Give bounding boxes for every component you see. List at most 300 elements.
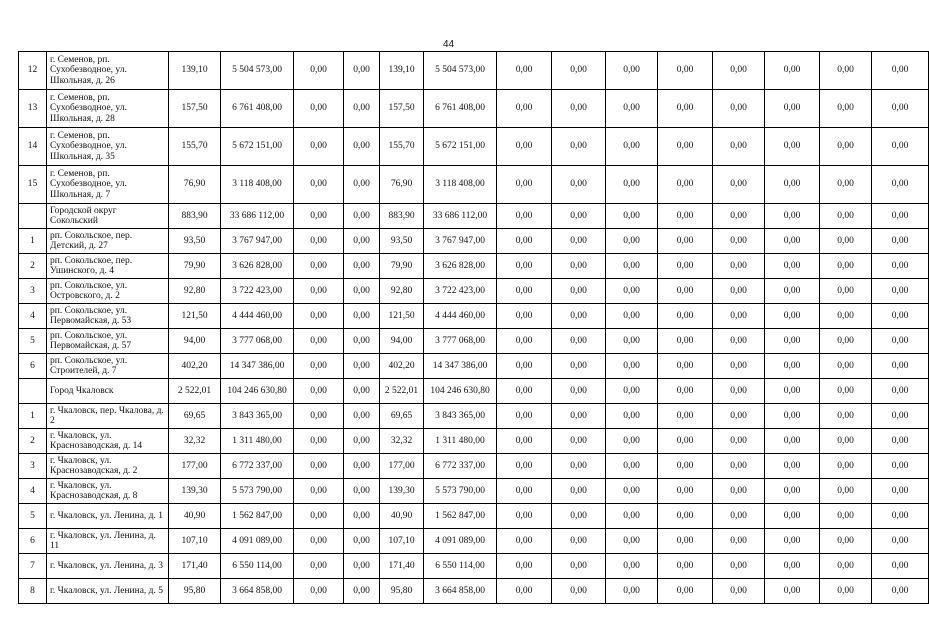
cell-area: 92,80 <box>169 279 221 304</box>
cell-area2: 139,10 <box>380 52 424 90</box>
cell-addr: г. Семенов, рп. Сухобезводное, ул. Школьная, д. 7 <box>47 166 169 204</box>
cell-v1: 0,00 <box>294 304 344 329</box>
cell-z8: 0,00 <box>872 254 929 279</box>
cell-cost: 3 626 828,00 <box>221 254 294 279</box>
cell-z6: 0,00 <box>765 554 820 579</box>
cell-v1: 0,00 <box>294 204 344 229</box>
cell-area2: 92,80 <box>380 279 424 304</box>
cell-z4: 0,00 <box>658 479 713 504</box>
cell-z3: 0,00 <box>606 454 658 479</box>
cell-cost2: 3 767 947,00 <box>424 229 497 254</box>
cell-z3: 0,00 <box>606 504 658 529</box>
cell-z2: 0,00 <box>552 554 606 579</box>
cell-v1: 0,00 <box>294 128 344 166</box>
cell-idx: 6 <box>19 354 47 379</box>
cell-addr: рп. Сокольское, пер. Детский, д. 27 <box>47 229 169 254</box>
cell-cost2: 3 118 408,00 <box>424 166 497 204</box>
cell-z7: 0,00 <box>820 504 872 529</box>
cell-cost2: 104 246 630,80 <box>424 379 497 404</box>
cell-z2: 0,00 <box>552 404 606 429</box>
cell-idx <box>19 204 47 229</box>
cell-area2: 69,65 <box>380 404 424 429</box>
cell-z7: 0,00 <box>820 354 872 379</box>
cell-z2: 0,00 <box>552 229 606 254</box>
cell-z4: 0,00 <box>658 229 713 254</box>
cell-z3: 0,00 <box>606 529 658 554</box>
cell-idx: 5 <box>19 504 47 529</box>
cell-z6: 0,00 <box>765 279 820 304</box>
cell-area2: 79,90 <box>380 254 424 279</box>
cell-v2: 0,00 <box>344 554 380 579</box>
cell-z4: 0,00 <box>658 429 713 454</box>
cell-addr: г. Чкаловск, ул. Ленина, д. 1 <box>47 504 169 529</box>
cell-v1: 0,00 <box>294 329 344 354</box>
table-row <box>19 204 929 229</box>
cell-z8: 0,00 <box>872 279 929 304</box>
cell-z6: 0,00 <box>765 254 820 279</box>
cell-addr: г. Чкаловск, ул. Краснозаводская, д. 8 <box>47 479 169 504</box>
cell-z1: 0,00 <box>497 90 552 128</box>
cell-z3: 0,00 <box>606 479 658 504</box>
cell-cost2: 3 722 423,00 <box>424 279 497 304</box>
cell-area: 95,80 <box>169 579 221 604</box>
cell-v1: 0,00 <box>294 254 344 279</box>
cell-z8: 0,00 <box>872 379 929 404</box>
cell-idx: 4 <box>19 304 47 329</box>
cell-z1: 0,00 <box>497 204 552 229</box>
cell-cost: 6 550 114,00 <box>221 554 294 579</box>
cell-idx: 15 <box>19 166 47 204</box>
cell-idx: 6 <box>19 529 47 554</box>
cell-z1: 0,00 <box>497 52 552 90</box>
cell-z1: 0,00 <box>497 229 552 254</box>
cell-z2: 0,00 <box>552 454 606 479</box>
cell-z8: 0,00 <box>872 404 929 429</box>
cell-area: 139,30 <box>169 479 221 504</box>
cell-area: 79,90 <box>169 254 221 279</box>
cell-z7: 0,00 <box>820 90 872 128</box>
cell-z8: 0,00 <box>872 504 929 529</box>
table-row <box>19 454 929 479</box>
cell-cost: 1 562 847,00 <box>221 504 294 529</box>
cell-v1: 0,00 <box>294 554 344 579</box>
cell-z5: 0,00 <box>713 379 765 404</box>
cell-area2: 107,10 <box>380 529 424 554</box>
cell-area2: 171,40 <box>380 554 424 579</box>
cell-z7: 0,00 <box>820 579 872 604</box>
cell-v2: 0,00 <box>344 529 380 554</box>
cell-z8: 0,00 <box>872 229 929 254</box>
cell-z8: 0,00 <box>872 354 929 379</box>
cell-z5: 0,00 <box>713 90 765 128</box>
table-row <box>19 166 929 204</box>
cell-cost: 3 664 858,00 <box>221 579 294 604</box>
cell-z3: 0,00 <box>606 329 658 354</box>
cell-z6: 0,00 <box>765 404 820 429</box>
cell-z5: 0,00 <box>713 329 765 354</box>
cell-z7: 0,00 <box>820 429 872 454</box>
cell-z2: 0,00 <box>552 279 606 304</box>
cell-area: 94,00 <box>169 329 221 354</box>
cell-cost2: 6 550 114,00 <box>424 554 497 579</box>
cell-area2: 95,80 <box>380 579 424 604</box>
cell-z1: 0,00 <box>497 579 552 604</box>
cell-cost2: 6 761 408,00 <box>424 90 497 128</box>
cell-z1: 0,00 <box>497 429 552 454</box>
cell-area: 177,00 <box>169 454 221 479</box>
cell-z8: 0,00 <box>872 166 929 204</box>
cell-z2: 0,00 <box>552 529 606 554</box>
cell-area: 157,50 <box>169 90 221 128</box>
cell-addr: г. Чкаловск, пер. Чкалова, д. 2 <box>47 404 169 429</box>
cell-area2: 155,70 <box>380 128 424 166</box>
table-row <box>19 404 929 429</box>
cell-addr: г. Чкаловск, ул. Ленина, д. 3 <box>47 554 169 579</box>
cell-cost: 3 118 408,00 <box>221 166 294 204</box>
cell-area: 69,65 <box>169 404 221 429</box>
cell-z1: 0,00 <box>497 379 552 404</box>
cell-z6: 0,00 <box>765 304 820 329</box>
cell-z4: 0,00 <box>658 354 713 379</box>
cell-z5: 0,00 <box>713 429 765 454</box>
cell-cost2: 3 777 068,00 <box>424 329 497 354</box>
cell-idx: 5 <box>19 329 47 354</box>
cell-z5: 0,00 <box>713 454 765 479</box>
cell-z6: 0,00 <box>765 52 820 90</box>
cell-z2: 0,00 <box>552 254 606 279</box>
cell-cost: 6 761 408,00 <box>221 90 294 128</box>
cell-z3: 0,00 <box>606 229 658 254</box>
cell-addr: г. Чкаловск, ул. Ленина, д. 11 <box>47 529 169 554</box>
housing-cost-table <box>18 51 929 604</box>
table-row <box>19 128 929 166</box>
cell-z1: 0,00 <box>497 504 552 529</box>
cell-area: 32,32 <box>169 429 221 454</box>
cell-area: 402,20 <box>169 354 221 379</box>
cell-area2: 883,90 <box>380 204 424 229</box>
cell-z4: 0,00 <box>658 529 713 554</box>
cell-addr: рп. Сокольское, ул. Островского, д. 2 <box>47 279 169 304</box>
cell-z8: 0,00 <box>872 554 929 579</box>
cell-z6: 0,00 <box>765 479 820 504</box>
table-row <box>19 279 929 304</box>
cell-cost2: 4 091 089,00 <box>424 529 497 554</box>
cell-addr: рп. Сокольское, ул. Первомайская, д. 57 <box>47 329 169 354</box>
cell-z8: 0,00 <box>872 52 929 90</box>
cell-v1: 0,00 <box>294 229 344 254</box>
cell-z4: 0,00 <box>658 279 713 304</box>
cell-z1: 0,00 <box>497 254 552 279</box>
cell-v2: 0,00 <box>344 304 380 329</box>
cell-v1: 0,00 <box>294 52 344 90</box>
cell-z6: 0,00 <box>765 166 820 204</box>
cell-z1: 0,00 <box>497 304 552 329</box>
cell-z2: 0,00 <box>552 579 606 604</box>
cell-z8: 0,00 <box>872 579 929 604</box>
cell-z4: 0,00 <box>658 454 713 479</box>
cell-z3: 0,00 <box>606 304 658 329</box>
cell-addr: г. Семенов, рп. Сухобезводное, ул. Школьная, д. 35 <box>47 128 169 166</box>
cell-cost2: 5 504 573,00 <box>424 52 497 90</box>
cell-cost2: 33 686 112,00 <box>424 204 497 229</box>
cell-cost2: 5 573 790,00 <box>424 479 497 504</box>
cell-z4: 0,00 <box>658 379 713 404</box>
cell-z1: 0,00 <box>497 454 552 479</box>
cell-cost2: 1 311 480,00 <box>424 429 497 454</box>
cell-z7: 0,00 <box>820 229 872 254</box>
cell-z2: 0,00 <box>552 379 606 404</box>
cell-z6: 0,00 <box>765 204 820 229</box>
cell-z4: 0,00 <box>658 554 713 579</box>
cell-v2: 0,00 <box>344 329 380 354</box>
table-row <box>19 479 929 504</box>
cell-z2: 0,00 <box>552 429 606 454</box>
cell-cost: 4 444 460,00 <box>221 304 294 329</box>
cell-v1: 0,00 <box>294 90 344 128</box>
cell-z3: 0,00 <box>606 404 658 429</box>
table-row <box>19 329 929 354</box>
cell-z4: 0,00 <box>658 404 713 429</box>
cell-v1: 0,00 <box>294 429 344 454</box>
cell-v2: 0,00 <box>344 379 380 404</box>
cell-v2: 0,00 <box>344 579 380 604</box>
cell-z7: 0,00 <box>820 254 872 279</box>
cell-z7: 0,00 <box>820 279 872 304</box>
cell-v2: 0,00 <box>344 354 380 379</box>
cell-v1: 0,00 <box>294 279 344 304</box>
cell-cost: 5 573 790,00 <box>221 479 294 504</box>
cell-v1: 0,00 <box>294 354 344 379</box>
cell-z2: 0,00 <box>552 166 606 204</box>
cell-z2: 0,00 <box>552 128 606 166</box>
cell-cost2: 5 672 151,00 <box>424 128 497 166</box>
cell-cost: 5 504 573,00 <box>221 52 294 90</box>
cell-v1: 0,00 <box>294 579 344 604</box>
cell-z4: 0,00 <box>658 128 713 166</box>
cell-z5: 0,00 <box>713 204 765 229</box>
cell-z3: 0,00 <box>606 90 658 128</box>
cell-area: 76,90 <box>169 166 221 204</box>
cell-area: 883,90 <box>169 204 221 229</box>
cell-idx: 3 <box>19 454 47 479</box>
cell-idx: 3 <box>19 279 47 304</box>
cell-z6: 0,00 <box>765 128 820 166</box>
cell-idx: 2 <box>19 429 47 454</box>
cell-v2: 0,00 <box>344 204 380 229</box>
cell-z4: 0,00 <box>658 504 713 529</box>
cell-idx: 12 <box>19 52 47 90</box>
cell-z7: 0,00 <box>820 479 872 504</box>
cell-z6: 0,00 <box>765 429 820 454</box>
cell-z8: 0,00 <box>872 304 929 329</box>
cell-cost: 3 777 068,00 <box>221 329 294 354</box>
cell-z5: 0,00 <box>713 279 765 304</box>
cell-area: 155,70 <box>169 128 221 166</box>
cell-v2: 0,00 <box>344 479 380 504</box>
cell-z5: 0,00 <box>713 166 765 204</box>
table-row <box>19 254 929 279</box>
cell-cost: 3 722 423,00 <box>221 279 294 304</box>
cell-z7: 0,00 <box>820 454 872 479</box>
cell-z4: 0,00 <box>658 52 713 90</box>
cell-cost: 5 672 151,00 <box>221 128 294 166</box>
table-row <box>19 354 929 379</box>
cell-v2: 0,00 <box>344 279 380 304</box>
cell-z7: 0,00 <box>820 554 872 579</box>
cell-z2: 0,00 <box>552 329 606 354</box>
cell-z8: 0,00 <box>872 454 929 479</box>
cell-z3: 0,00 <box>606 204 658 229</box>
cell-area2: 76,90 <box>380 166 424 204</box>
cell-z1: 0,00 <box>497 329 552 354</box>
cell-z6: 0,00 <box>765 329 820 354</box>
cell-z4: 0,00 <box>658 254 713 279</box>
table-row <box>19 504 929 529</box>
cell-z5: 0,00 <box>713 229 765 254</box>
cell-z7: 0,00 <box>820 304 872 329</box>
cell-cost: 33 686 112,00 <box>221 204 294 229</box>
table-row <box>19 429 929 454</box>
cell-cost2: 3 843 365,00 <box>424 404 497 429</box>
cell-v1: 0,00 <box>294 504 344 529</box>
cell-z7: 0,00 <box>820 529 872 554</box>
cell-v1: 0,00 <box>294 479 344 504</box>
cell-z3: 0,00 <box>606 166 658 204</box>
cell-z8: 0,00 <box>872 479 929 504</box>
cell-v2: 0,00 <box>344 254 380 279</box>
cell-cost: 3 767 947,00 <box>221 229 294 254</box>
cell-z3: 0,00 <box>606 128 658 166</box>
cell-z2: 0,00 <box>552 479 606 504</box>
cell-z3: 0,00 <box>606 379 658 404</box>
cell-z5: 0,00 <box>713 579 765 604</box>
cell-cost: 1 311 480,00 <box>221 429 294 454</box>
cell-z5: 0,00 <box>713 128 765 166</box>
cell-idx: 4 <box>19 479 47 504</box>
cell-z3: 0,00 <box>606 52 658 90</box>
cell-z6: 0,00 <box>765 529 820 554</box>
cell-z6: 0,00 <box>765 229 820 254</box>
cell-v2: 0,00 <box>344 404 380 429</box>
cell-z2: 0,00 <box>552 204 606 229</box>
cell-v1: 0,00 <box>294 454 344 479</box>
cell-addr: рп. Сокольское, ул. Строителей, д. 7 <box>47 354 169 379</box>
cell-v2: 0,00 <box>344 166 380 204</box>
cell-z1: 0,00 <box>497 479 552 504</box>
cell-z5: 0,00 <box>713 554 765 579</box>
cell-z2: 0,00 <box>552 90 606 128</box>
cell-area2: 2 522,01 <box>380 379 424 404</box>
table-row <box>19 579 929 604</box>
cell-area2: 93,50 <box>380 229 424 254</box>
cell-v1: 0,00 <box>294 529 344 554</box>
cell-z8: 0,00 <box>872 204 929 229</box>
cell-idx <box>19 379 47 404</box>
cell-z4: 0,00 <box>658 304 713 329</box>
cell-cost: 104 246 630,80 <box>221 379 294 404</box>
cell-z5: 0,00 <box>713 404 765 429</box>
cell-z4: 0,00 <box>658 329 713 354</box>
cell-cost: 14 347 386,00 <box>221 354 294 379</box>
cell-addr: рп. Сокольское, пер. Ушинского, д. 4 <box>47 254 169 279</box>
cell-area: 121,50 <box>169 304 221 329</box>
cell-idx: 14 <box>19 128 47 166</box>
cell-z5: 0,00 <box>713 254 765 279</box>
cell-z5: 0,00 <box>713 354 765 379</box>
cell-v2: 0,00 <box>344 128 380 166</box>
cell-cost2: 3 664 858,00 <box>424 579 497 604</box>
cell-z8: 0,00 <box>872 329 929 354</box>
cell-z7: 0,00 <box>820 379 872 404</box>
cell-z8: 0,00 <box>872 128 929 166</box>
cell-v2: 0,00 <box>344 504 380 529</box>
cell-z7: 0,00 <box>820 166 872 204</box>
cell-addr: Город Чкаловск <box>47 379 169 404</box>
page-number: 44 <box>443 39 455 50</box>
cell-addr: г. Семенов, рп. Сухобезводное, ул. Школьная, д. 26 <box>47 52 169 90</box>
table-row <box>19 379 929 404</box>
cell-z2: 0,00 <box>552 354 606 379</box>
cell-z4: 0,00 <box>658 90 713 128</box>
cell-area: 171,40 <box>169 554 221 579</box>
cell-z3: 0,00 <box>606 279 658 304</box>
cell-z4: 0,00 <box>658 204 713 229</box>
cell-cost2: 1 562 847,00 <box>424 504 497 529</box>
table-row <box>19 90 929 128</box>
cell-z2: 0,00 <box>552 52 606 90</box>
cell-z5: 0,00 <box>713 479 765 504</box>
cell-idx: 7 <box>19 554 47 579</box>
table-row <box>19 554 929 579</box>
table-row <box>19 52 929 90</box>
cell-area2: 40,90 <box>380 504 424 529</box>
cell-cost: 4 091 089,00 <box>221 529 294 554</box>
cell-area2: 157,50 <box>380 90 424 128</box>
cell-v1: 0,00 <box>294 166 344 204</box>
cell-area2: 121,50 <box>380 304 424 329</box>
cell-z5: 0,00 <box>713 52 765 90</box>
cell-area: 93,50 <box>169 229 221 254</box>
cell-idx: 1 <box>19 404 47 429</box>
cell-z7: 0,00 <box>820 128 872 166</box>
cell-area: 107,10 <box>169 529 221 554</box>
cell-z3: 0,00 <box>606 554 658 579</box>
cell-z3: 0,00 <box>606 254 658 279</box>
cell-z1: 0,00 <box>497 279 552 304</box>
cell-z6: 0,00 <box>765 579 820 604</box>
cell-idx: 1 <box>19 229 47 254</box>
cell-z4: 0,00 <box>658 166 713 204</box>
cell-area2: 139,30 <box>380 479 424 504</box>
cell-z1: 0,00 <box>497 404 552 429</box>
cell-z6: 0,00 <box>765 379 820 404</box>
cell-cost2: 3 626 828,00 <box>424 254 497 279</box>
cell-z3: 0,00 <box>606 429 658 454</box>
cell-idx: 13 <box>19 90 47 128</box>
cell-area2: 32,32 <box>380 429 424 454</box>
cell-z4: 0,00 <box>658 579 713 604</box>
cell-cost2: 14 347 386,00 <box>424 354 497 379</box>
cell-z7: 0,00 <box>820 52 872 90</box>
cell-z5: 0,00 <box>713 304 765 329</box>
cell-cost: 3 843 365,00 <box>221 404 294 429</box>
cell-z6: 0,00 <box>765 354 820 379</box>
cell-addr: рп. Сокольское, ул. Первомайская, д. 53 <box>47 304 169 329</box>
table-row <box>19 529 929 554</box>
cell-z3: 0,00 <box>606 354 658 379</box>
cell-v1: 0,00 <box>294 379 344 404</box>
cell-z1: 0,00 <box>497 529 552 554</box>
